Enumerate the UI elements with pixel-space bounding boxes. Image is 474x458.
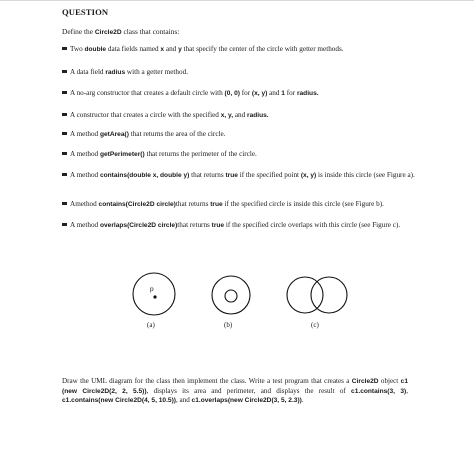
text-run: if the specified circle overlaps with this circle (see Figure c). — [224, 221, 401, 229]
bullet-icon — [62, 223, 67, 226]
bold-text: radius. — [296, 90, 319, 97]
figures-row — [0, 266, 474, 336]
bold-text: 1 — [281, 90, 285, 97]
bold-text: x, y, — [220, 112, 234, 119]
bold-text: contains(Circle2D circle) — [98, 201, 176, 208]
text-run: with a getter method. — [125, 68, 188, 76]
bold-text: Circle2D — [351, 378, 379, 385]
requirement-item — [62, 68, 438, 78]
text-run: A data field — [70, 68, 106, 76]
text-run: for — [284, 89, 297, 97]
bullet-icon — [62, 152, 67, 155]
bullet-icon — [62, 70, 67, 73]
text-run: A method — [70, 221, 100, 229]
text-run: Two — [70, 45, 85, 53]
intro-suffix: class that contains: — [121, 27, 180, 36]
figure-a-point-label: p — [150, 286, 154, 293]
figures-svg — [0, 266, 474, 336]
bold-text: (0, 0) — [224, 90, 240, 97]
text-run: Amethod — [70, 200, 99, 208]
bold-text: overlaps(Circle2D circle) — [99, 222, 178, 229]
text-run: that returns the perimeter of the circle. — [144, 150, 257, 158]
text-run: if the specified point — [237, 171, 301, 179]
text-run: A method — [70, 171, 100, 179]
requirement-item — [62, 45, 438, 55]
text-run: object — [378, 377, 401, 385]
text-run: that returns — [175, 200, 211, 208]
figure-a-caption: (a) — [147, 321, 155, 329]
figure-b-inner-circle — [225, 290, 237, 302]
text-run: , displays its area and perimeter, and displays the result of — [146, 386, 352, 395]
bullet-icon — [62, 132, 67, 135]
bullet-icon — [62, 91, 67, 94]
figure-b — [212, 276, 250, 314]
figure-a-circle — [133, 273, 175, 315]
text-run: A no-arg constructor that creates a default circle with — [70, 89, 225, 97]
text-run: data fields named — [106, 45, 161, 53]
bold-text: c1.contains(new Circle2D(4, 5, 10.5)) — [62, 397, 176, 405]
bold-text: getArea() — [99, 131, 129, 138]
text-run: , — [406, 386, 408, 395]
figure-b-caption: (b) — [224, 321, 233, 329]
figure-a — [133, 273, 175, 315]
figure-c-right-circle — [311, 277, 347, 313]
task-paragraph — [62, 377, 408, 406]
requirement-item — [62, 130, 438, 140]
text-run: that returns the area of the circle. — [128, 130, 226, 138]
bold-text: x — [160, 46, 165, 53]
figure-c — [287, 277, 347, 313]
figure-b-outer-circle — [212, 276, 250, 314]
text-run: and — [267, 89, 282, 97]
requirement-item — [62, 89, 438, 99]
intro-class-name: Circle2D — [94, 29, 122, 36]
bold-text: contains(double x, double y) — [99, 172, 190, 179]
bold-text: radius — [105, 69, 126, 76]
figure-c-left-circle — [287, 277, 323, 313]
requirement-item — [62, 221, 438, 231]
bullet-icon — [62, 113, 67, 116]
requirement-item — [62, 111, 438, 121]
text-run: is inside this circle (see Figure a). — [316, 171, 415, 179]
bold-text: true — [225, 172, 238, 179]
requirement-item — [62, 200, 438, 210]
text-run: and — [233, 111, 248, 119]
text-run: Draw the UML diagram for the class then implement the class. Write a test program that creates a — [62, 377, 352, 385]
bold-text: (x, y) — [300, 172, 317, 179]
bold-text: y — [178, 46, 182, 53]
bullet-icon — [62, 202, 67, 205]
intro-text: Define the — [62, 27, 95, 36]
text-run: that returns — [189, 171, 226, 179]
bold-text: c1.overlaps(new Circle2D(3, 5, 2.3)) — [191, 397, 302, 405]
question-heading: QUESTION — [62, 7, 109, 17]
bold-text: radius. — [247, 112, 269, 119]
bold-text: double — [84, 46, 107, 53]
bold-text: true — [210, 201, 223, 208]
text-run: . — [301, 396, 304, 405]
text-run: A constructor that creates a circle with the specified — [70, 111, 221, 119]
top-divider — [0, 0, 474, 1]
text-run: that specify the center of the circle with getter methods. — [181, 45, 344, 53]
bold-text: (x, y) — [251, 90, 268, 97]
text-run: for — [239, 89, 252, 97]
text-run: that returns — [177, 221, 212, 229]
intro-line — [62, 27, 179, 36]
bold-text: getPerimeter() — [99, 151, 145, 158]
bold-text: c1.contains(3, 3) — [351, 387, 407, 395]
bullet-icon — [62, 173, 67, 176]
bold-text: true — [211, 222, 225, 229]
requirement-item — [62, 150, 438, 160]
bold-text: c1 (new Circle2D(2, 2, 5.5)) — [62, 378, 408, 395]
bullet-icon — [62, 47, 67, 50]
requirement-item — [62, 171, 438, 181]
text-run: A method — [70, 150, 100, 158]
figure-c-caption: (c) — [311, 321, 319, 329]
text-run: A method — [70, 130, 100, 138]
text-run: , and — [175, 396, 192, 405]
text-run: and — [164, 45, 179, 53]
figure-a-point — [153, 295, 156, 298]
text-run: if the specified circle is inside this circle (see Figure b). — [222, 200, 384, 208]
